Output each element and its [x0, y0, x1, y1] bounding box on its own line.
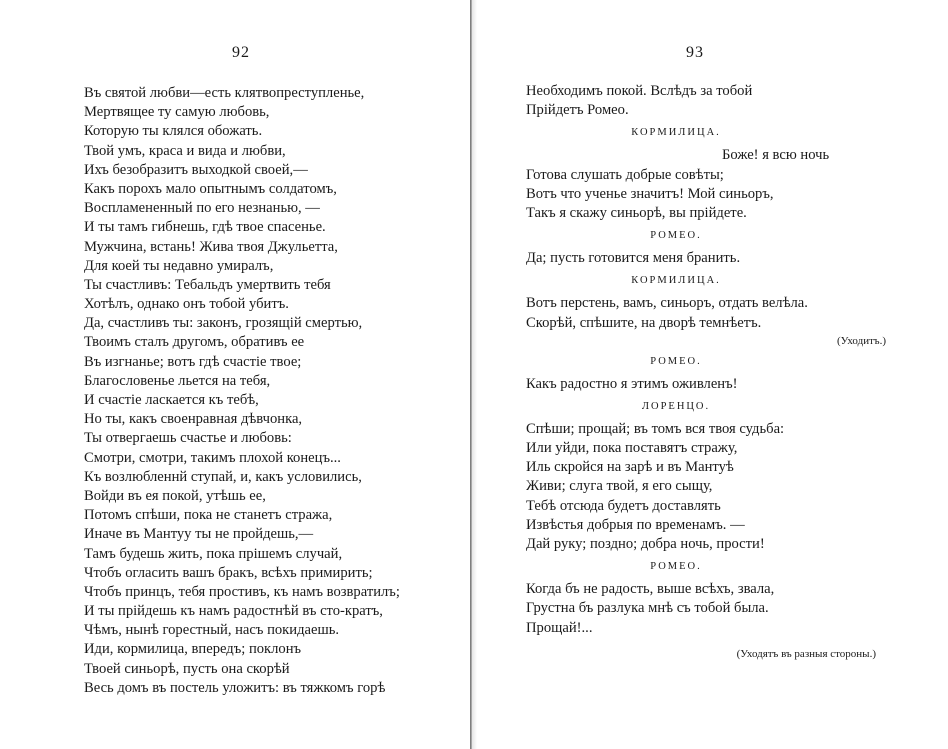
verse-line: Благословенье льется на тебя,	[84, 372, 271, 389]
verse-line: Мертвящее ту самую любовь,	[84, 104, 270, 121]
verse-line: Какъ порохъ мало опытнымъ солдатомъ,	[84, 180, 337, 197]
speaker-name: РОМЕО.	[650, 355, 702, 367]
verse-line: Весь домъ въ постель уложитъ: въ тяжкомъ горѣ	[84, 679, 386, 696]
speaker-name: КОРМИЛИЦА.	[631, 275, 721, 287]
verse-line: Хотѣлъ, однако онъ тобой убитъ.	[84, 296, 289, 313]
verse-line: Твоимъ сталъ другомъ, обративъ ее	[84, 334, 305, 351]
verse-line: Необходимъ покой. Вслѣдъ за тобой	[526, 83, 753, 99]
verse-line: Или уйди, пока поставятъ стражу,	[526, 440, 738, 457]
verse-line: Для коей ты недавно умиралъ,	[84, 257, 274, 274]
verse-line: Ихъ безобразитъ выходкой своей,—	[84, 161, 308, 178]
left-page	[0, 0, 470, 749]
verse-line: Вотъ перстень, вамъ, синьоръ, отдать велѣла.	[526, 295, 808, 312]
speaker-name: КОРМИЛИЦА.	[631, 127, 721, 139]
verse-line: Но ты, какъ своенравная дѣвчонка,	[84, 411, 303, 428]
verse-line: Такъ я скажу синьорѣ, вы прійдете.	[526, 204, 747, 221]
verse-line: Грустна бъ разлука мнѣ съ тобой была.	[526, 600, 769, 617]
stage-direction: (Уходитъ.)	[836, 334, 886, 347]
verse-line: Потомъ спѣши, пока не станетъ стража,	[84, 507, 333, 524]
verse-line: Тамъ будешь жить, пока прішемъ случай,	[84, 545, 343, 562]
verse-line: Боже! я всю ночь	[722, 147, 830, 164]
verse-line: Тебѣ отсюда будетъ доставлять	[526, 497, 721, 514]
verse-line: Вотъ что ученье значитъ! Мой синьоръ,	[526, 185, 774, 202]
verse-line: Смотри, смотри, такимъ плохой конецъ...	[84, 449, 341, 466]
page-number-right: 93	[686, 44, 704, 61]
verse-line: Къ возлюбленнй ступай, и, какъ условились,	[84, 468, 362, 485]
verse-line: Какъ радостно я этимъ оживленъ!	[526, 375, 738, 392]
verse-line: Да; пусть готовится меня бранить.	[526, 250, 741, 267]
verse-line: Иди, кормилица, впередъ; поклонъ	[84, 641, 302, 658]
right-page	[476, 0, 948, 749]
verse-line: И счастіе ласкается къ тебѣ,	[84, 392, 259, 408]
verse-line: Иначе въ Мантуу ты не пройдешь,—	[84, 526, 314, 543]
verse-line: Чѣмъ, нынѣ горестный, насъ покидаешь.	[84, 622, 340, 639]
left-verse	[84, 84, 400, 698]
verse-line: Спѣши; прощай; въ томъ вся твоя судьба:	[526, 420, 785, 437]
verse-line: Въ святой любви—есть клятвопреступленье,	[84, 85, 365, 101]
verse-line: Прощай!...	[526, 619, 593, 636]
speaker-name: РОМЕО.	[650, 230, 702, 242]
verse-line: И ты тамъ гибнешь, гдѣ твое спасенье.	[84, 219, 326, 236]
verse-line: Когда бъ не радость, выше всѣхъ, звала,	[526, 581, 775, 598]
stage-direction: (Уходятъ въ разныя стороны.)	[736, 647, 876, 660]
verse-line: Которую ты клялся обожать.	[84, 123, 263, 140]
verse-line: И ты прійдешь къ намъ радостнѣй въ сто-кратъ,	[84, 603, 383, 620]
verse-line: Дай руку; поздно; добра ночь, прости!	[526, 536, 765, 552]
verse-line: Мужчина, встань! Жива твоя Джульетта,	[84, 238, 338, 255]
verse-line: Воспламененный по его незнанью, —	[84, 200, 320, 217]
verse-line: Скорѣй, спѣшите, на дворѣ темнѣетъ.	[526, 314, 762, 331]
page-number-left: 92	[232, 44, 250, 61]
verse-line: Живи; слуга твой, я его сыщу,	[526, 478, 713, 495]
speaker-name: ЛОРЕНЦО.	[641, 400, 711, 412]
verse-line: Да, счастливъ ты: законъ, грозящій смертью,	[84, 315, 363, 332]
verse-line: Ты счастливъ: Тебальдъ умертвить тебя	[84, 276, 331, 293]
verse-line: Извѣстья добрыя по временамъ. —	[526, 516, 745, 533]
verse-line: Готова слушать добрые совѣты;	[526, 166, 724, 183]
verse-line: Чтобъ огласить вашъ бракъ, всѣхъ примирить;	[84, 564, 373, 581]
speaker-name: РОМЕО.	[650, 561, 702, 573]
verse-line: Прійдетъ Ромео.	[526, 102, 629, 119]
verse-line: Войди въ ея покой, утѣшь ее,	[84, 487, 266, 504]
verse-line: Твоей синьорѣ, пусть она скорѣй	[84, 660, 290, 677]
right-dialogue	[526, 82, 916, 666]
verse-line: Иль скройся на зарѣ и въ Мантуѣ	[526, 459, 734, 476]
verse-line: Въ изгнанье; вотъ гдѣ счастіе твое;	[84, 353, 302, 370]
verse-line: Ты отвергаешь счастье и любовь:	[84, 430, 292, 447]
verse-line: Чтобъ принцъ, тебя простивъ, къ намъ возвратилъ;	[84, 583, 400, 600]
verse-line: Твой умъ, краса и вида и любви,	[84, 142, 286, 159]
